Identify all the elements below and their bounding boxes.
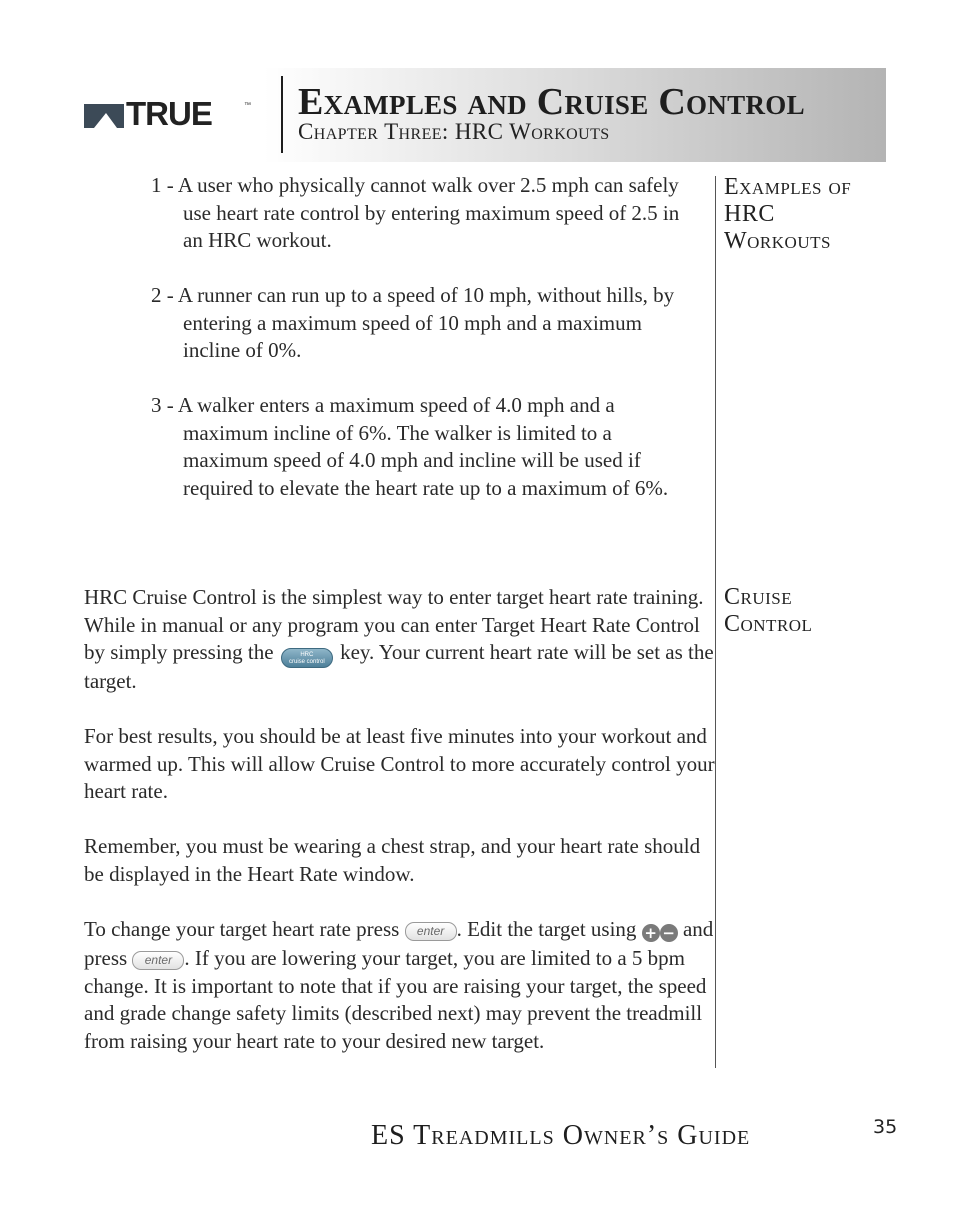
- list-item: 2 - A runner can run up to a speed of 10 mph, without hills, by entering a maximum speed of 10 mph and a maximum incline of 0%.: [151, 283, 675, 362]
- true-logo: [84, 95, 254, 132]
- logo-trademark: ™: [244, 102, 251, 109]
- cruise-control-section: [84, 584, 724, 1083]
- plus-key-icon: +: [642, 924, 660, 942]
- side-heading-examples: Examples of HRC Workouts: [724, 174, 852, 254]
- plus-minus-keys: [642, 918, 678, 946]
- paragraph: For best results, you should be at least five minutes into your workout and warmed up. This will allow Cruise Control to more accurately control your heart rate.: [84, 724, 715, 803]
- chapter-subtitle: Chapter Three: HRC Workouts: [298, 119, 610, 144]
- list-item: 3 - A walker enters a maximum speed of 4.0 mph and a maximum incline of 6%. The walker is limited to a maximum speed of 4.0 mph and incline will be used if required to elevate the heart rate up to a maximum of 6%.: [151, 393, 669, 500]
- page-title: Examples and Cruise Control: [298, 81, 805, 123]
- side-heading-cruise-control: Cruise Control: [724, 584, 813, 637]
- true-logo-mark-icon: [84, 102, 124, 128]
- logo-text: TRUE: [126, 95, 212, 132]
- footer-guide-title: ES Treadmills Owner’s Guide: [371, 1120, 751, 1151]
- examples-list: [151, 172, 691, 530]
- minus-key-icon: −: [660, 924, 678, 942]
- hrc-cruise-control-key-icon: HRC cruise control: [281, 648, 333, 668]
- enter-key-icon: enter: [132, 951, 184, 970]
- list-item: 1 - A user who physically cannot walk over 2.5 mph can safely use heart rate control by entering maximum speed of 2.5 in an HRC workout.: [151, 173, 680, 252]
- header-divider: [281, 76, 283, 153]
- paragraph: HRC Cruise Control is the simplest way to enter target heart rate training. While in manual or any program you can enter Target Heart Rate Control by simply pressing the HRC cruise control key. Your current heart rate will be set as the target.: [84, 585, 714, 693]
- paragraph: To change your target heart rate press enter . Edit the target using + − and press enter . If you are lowering your target, you are limited to a 5 bpm change. It is important to note that if you are raising your target, the speed and grade change safety limits (described next) may prevent the treadmill from raising your heart rate to your desired new target.: [84, 916, 714, 1053]
- enter-key-icon: enter: [405, 922, 457, 941]
- paragraph: Remember, you must be wearing a chest strap, and your heart rate should be displayed in the Heart Rate window.: [84, 834, 701, 886]
- page-number: 35: [873, 1116, 898, 1138]
